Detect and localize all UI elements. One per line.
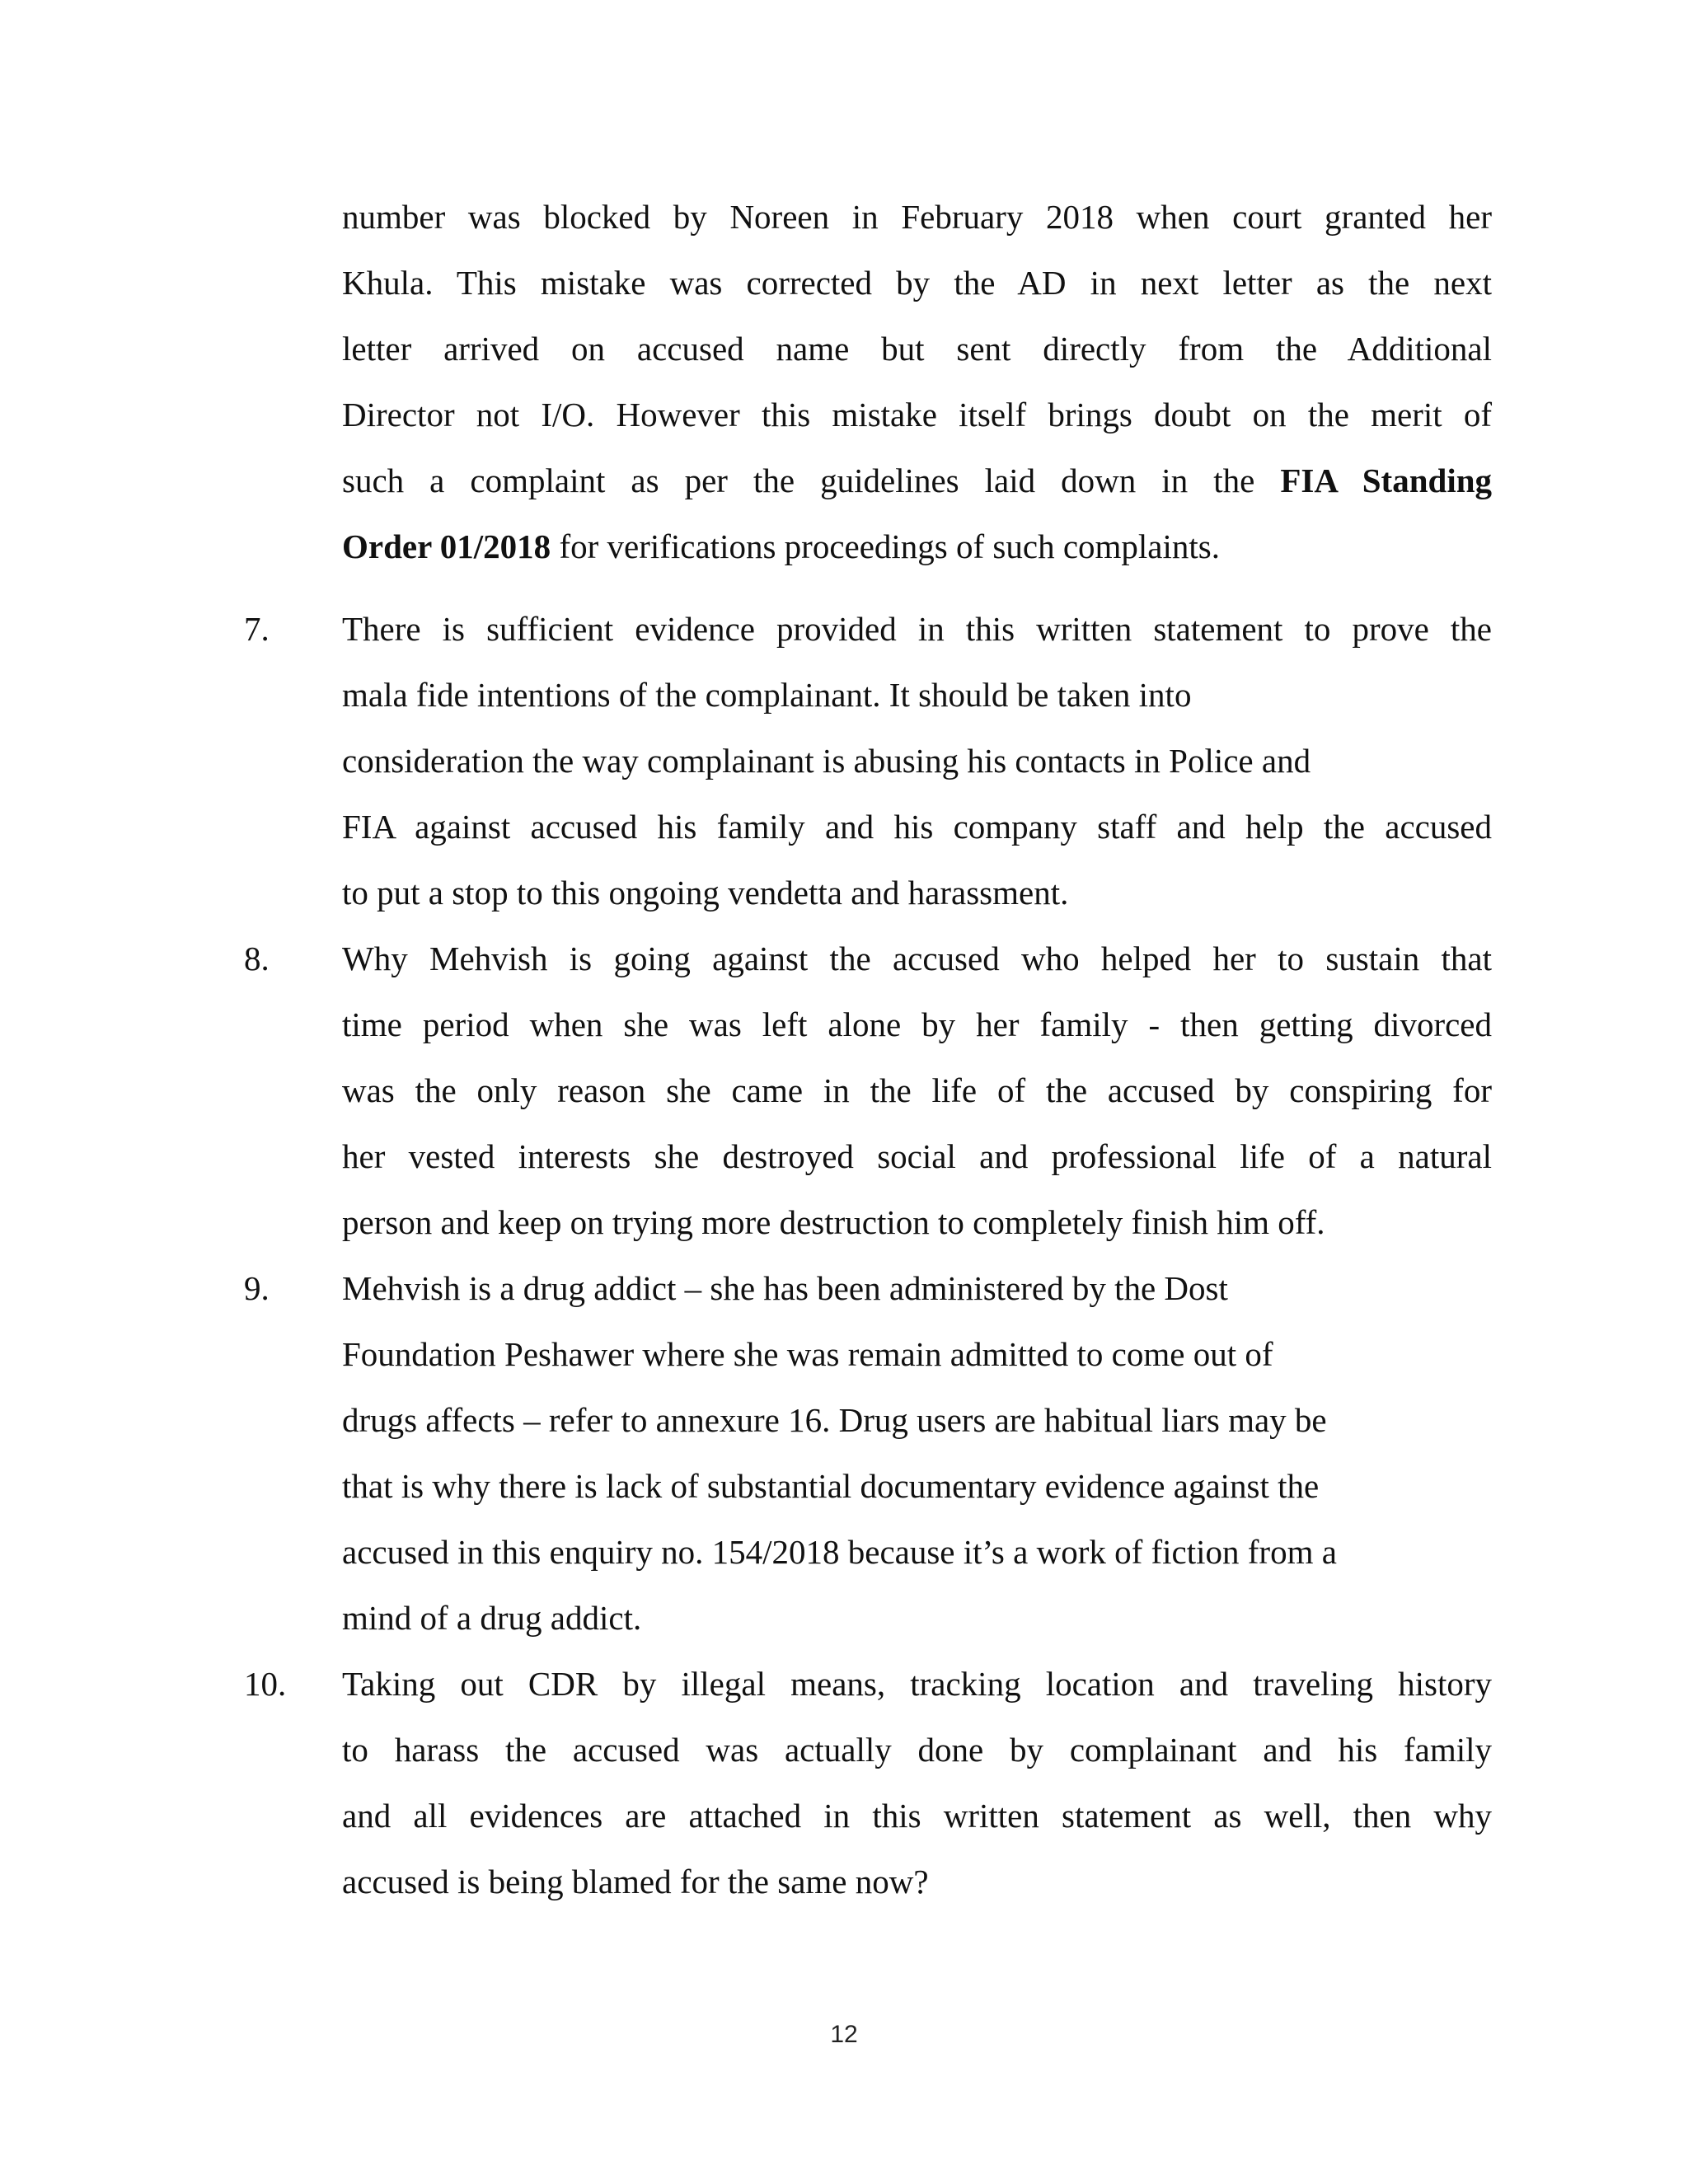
item-number-7: 7. [244, 610, 270, 648]
item-number-8: 8. [244, 940, 270, 977]
item-7-line-4: FIA against accused his family and his company staff and help the accused [342, 808, 1492, 846]
continuation-line-3: letter arrived on accused name but sent directly from the Additional [342, 330, 1492, 368]
item-8-line-1: Why Mehvish is going against the accused who helped her to sustain that [342, 940, 1492, 977]
item-9-line-2: Foundation Peshawer where she was remain admitted to come out of [342, 1335, 1273, 1373]
item-number-10: 10. [244, 1665, 287, 1703]
continuation-line-6-text: for verifications proceedings of such complaints. [551, 527, 1220, 565]
continuation-line-2: Khula. This mistake was corrected by the AD in next letter as the next [342, 264, 1492, 302]
continuation-line-6 [342, 526, 1220, 567]
continuation-line-1: number was blocked by Noreen in February 2018 when court granted her [342, 198, 1492, 236]
item-8-line-4: her vested interests she destroyed social and professional life of a natural [342, 1137, 1492, 1175]
continuation-line-5-text: such a complaint as per the guidelines laid down in the [342, 462, 1255, 499]
item-9-line-6: mind of a drug addict. [342, 1599, 642, 1637]
item-9-line-4: that is why there is lack of substantial documentary evidence against the [342, 1467, 1320, 1505]
item-7-line-3: consideration the way complainant is abusing his contacts in Police and [342, 742, 1311, 780]
item-8-line-5: person and keep on trying more destruction to completely finish him off. [342, 1203, 1325, 1241]
continuation-line-4: Director not I/O. However this mistake itself brings doubt on the merit of [342, 396, 1492, 434]
continuation-line-5 [342, 460, 1492, 501]
item-7-line-1: There is sufficient evidence provided in this written statement to prove the [342, 610, 1492, 648]
item-9-line-5: accused in this enquiry no. 154/2018 because it’s a work of fiction from a [342, 1533, 1337, 1571]
page-number: 12 [830, 2021, 858, 2048]
item-10-line-2: to harass the accused was actually done by complainant and his family [342, 1731, 1492, 1769]
item-10-line-3: and all evidences are attached in this written statement as well, then why [342, 1797, 1492, 1835]
item-9-line-1: Mehvish is a drug addict – she has been administered by the Dost [342, 1269, 1228, 1307]
standing-order-title-a: FIA Standing [1280, 462, 1493, 499]
item-10-line-1: Taking out CDR by illegal means, tracking location and traveling history [342, 1665, 1492, 1703]
standing-order-title-b: Order 01/2018 [342, 527, 551, 565]
item-7-line-5: to put a stop to this ongoing vendetta and harassment. [342, 874, 1069, 912]
item-7-line-2: mala fide intentions of the complainant. It should be taken into [342, 676, 1192, 714]
item-number-9: 9. [244, 1269, 270, 1307]
item-8-line-3: was the only reason she came in the life of the accused by conspiring for [342, 1071, 1492, 1109]
item-8-line-2: time period when she was left alone by her family - then getting divorced [342, 1005, 1492, 1043]
item-9-line-3: drugs affects – refer to annexure 16. Drug users are habitual liars may be [342, 1401, 1327, 1439]
item-10-line-4: accused is being blamed for the same now? [342, 1863, 929, 1900]
